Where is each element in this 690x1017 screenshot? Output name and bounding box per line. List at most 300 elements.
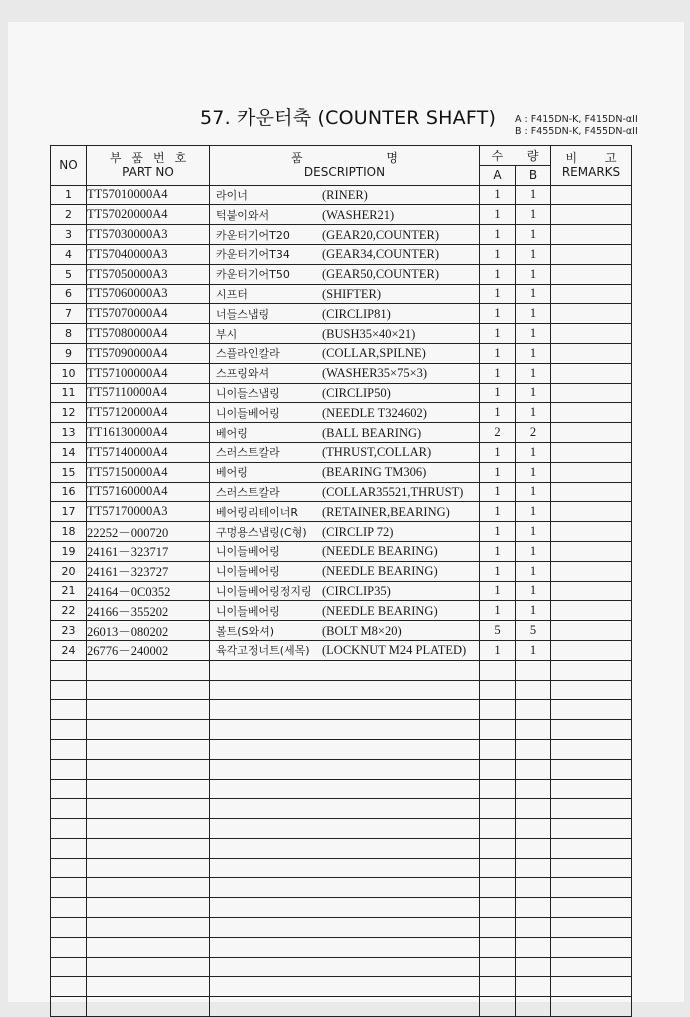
row-qty-a: 1	[480, 403, 516, 423]
parts-table	[50, 145, 632, 1017]
row-remarks	[551, 482, 632, 502]
header-desc-ko: 품 명	[291, 151, 438, 166]
row-part-no: TT57110000A4	[87, 383, 210, 403]
table-row	[51, 442, 632, 462]
empty-cell	[210, 898, 480, 918]
row-part-no: TT57120000A4	[87, 403, 210, 423]
row-qty-a: 1	[480, 601, 516, 621]
header-qty-b: B	[516, 165, 551, 185]
row-qty-b: 1	[516, 502, 551, 522]
row-desc-ko: 스러스트칼라	[216, 485, 280, 499]
empty-cell	[51, 759, 87, 779]
table-row	[51, 423, 632, 443]
empty-cell	[551, 720, 632, 740]
row-part-no: 24164－0C0352	[87, 581, 210, 601]
row-no: 20	[51, 561, 87, 581]
empty-cell	[51, 700, 87, 720]
row-part-no: TT57020000A4	[87, 205, 210, 225]
row-part-no: TT57090000A4	[87, 343, 210, 363]
empty-row	[51, 819, 632, 839]
empty-cell	[516, 660, 551, 680]
empty-cell	[87, 759, 210, 779]
empty-cell	[210, 957, 480, 977]
row-part-no: TT57140000A4	[87, 442, 210, 462]
header-quantity: 수 량	[480, 146, 551, 166]
row-desc-en: (CIRCLIP35)	[322, 583, 391, 598]
row-no: 12	[51, 403, 87, 423]
row-no: 23	[51, 621, 87, 641]
row-desc-en: (CIRCLIP 72)	[322, 524, 394, 539]
row-description	[210, 284, 480, 304]
model-a-label: A : F415DN-K, F415DN-αII	[515, 114, 638, 125]
empty-cell	[87, 819, 210, 839]
table-row	[51, 225, 632, 245]
parts-rows	[51, 185, 632, 1016]
row-description	[210, 185, 480, 205]
row-qty-b: 1	[516, 581, 551, 601]
row-description	[210, 225, 480, 245]
empty-cell	[551, 700, 632, 720]
row-description	[210, 482, 480, 502]
empty-cell	[551, 957, 632, 977]
empty-cell	[480, 878, 516, 898]
row-qty-b: 1	[516, 225, 551, 245]
empty-cell	[551, 759, 632, 779]
empty-cell	[210, 779, 480, 799]
empty-cell	[480, 799, 516, 819]
row-qty-b: 1	[516, 640, 551, 660]
header-remarks-en: REMARKS	[561, 165, 621, 180]
table-row	[51, 601, 632, 621]
row-part-no: 26776－240002	[87, 640, 210, 660]
empty-cell	[51, 858, 87, 878]
empty-cell	[87, 957, 210, 977]
row-part-no: TT57060000A3	[87, 284, 210, 304]
table-row	[51, 541, 632, 561]
row-description	[210, 205, 480, 225]
row-remarks	[551, 621, 632, 641]
row-qty-b: 1	[516, 442, 551, 462]
row-qty-b: 1	[516, 403, 551, 423]
table-row	[51, 324, 632, 344]
row-qty-a: 1	[480, 304, 516, 324]
empty-cell	[516, 898, 551, 918]
table-row	[51, 462, 632, 482]
row-qty-a: 1	[480, 363, 516, 383]
row-no: 17	[51, 502, 87, 522]
empty-cell	[87, 878, 210, 898]
empty-cell	[551, 799, 632, 819]
row-qty-b: 1	[516, 363, 551, 383]
row-no: 2	[51, 205, 87, 225]
empty-cell	[87, 680, 210, 700]
row-description	[210, 304, 480, 324]
empty-cell	[516, 977, 551, 997]
model-b-label: B : F455DN-K, F455DN-αII	[515, 126, 638, 137]
empty-row	[51, 898, 632, 918]
empty-row	[51, 739, 632, 759]
row-qty-b: 1	[516, 264, 551, 284]
empty-cell	[87, 700, 210, 720]
row-qty-a: 1	[480, 225, 516, 245]
empty-cell	[87, 918, 210, 938]
table-row	[51, 284, 632, 304]
row-description	[210, 363, 480, 383]
row-description	[210, 324, 480, 344]
table-row	[51, 621, 632, 641]
row-desc-ko: 베어링	[216, 466, 248, 480]
row-remarks	[551, 363, 632, 383]
row-no: 24	[51, 640, 87, 660]
empty-cell	[516, 878, 551, 898]
row-desc-en: (NEEDLE T324602)	[322, 405, 427, 420]
row-desc-ko: 스러스트칼라	[216, 446, 280, 460]
row-remarks	[551, 442, 632, 462]
row-no: 7	[51, 304, 87, 324]
empty-cell	[210, 660, 480, 680]
row-no: 3	[51, 225, 87, 245]
empty-cell	[87, 858, 210, 878]
row-description	[210, 502, 480, 522]
row-desc-en: (NEEDLE BEARING)	[322, 603, 438, 618]
row-description	[210, 403, 480, 423]
row-description	[210, 462, 480, 482]
row-remarks	[551, 383, 632, 403]
row-desc-ko: 베어링리테이너R	[216, 505, 299, 519]
header-description	[210, 146, 480, 186]
empty-cell	[87, 937, 210, 957]
row-remarks	[551, 324, 632, 344]
row-desc-en: (WASHER21)	[322, 207, 395, 222]
empty-cell	[210, 680, 480, 700]
row-desc-en: (BEARING TM306)	[322, 465, 427, 480]
empty-row	[51, 799, 632, 819]
row-qty-b: 1	[516, 343, 551, 363]
empty-cell	[480, 977, 516, 997]
row-remarks	[551, 462, 632, 482]
row-desc-en: (CIRCLIP81)	[322, 306, 391, 321]
empty-cell	[480, 660, 516, 680]
row-qty-a: 1	[480, 185, 516, 205]
empty-cell	[87, 660, 210, 680]
empty-cell	[51, 977, 87, 997]
row-desc-en: (COLLAR,SPILNE)	[322, 346, 426, 361]
row-no: 1	[51, 185, 87, 205]
table-row	[51, 403, 632, 423]
row-desc-ko: 육각고정너트(세목)	[216, 644, 310, 658]
empty-cell	[480, 838, 516, 858]
empty-cell	[551, 918, 632, 938]
empty-cell	[551, 819, 632, 839]
row-remarks	[551, 561, 632, 581]
empty-row	[51, 977, 632, 997]
row-desc-en: (CIRCLIP50)	[322, 385, 391, 400]
empty-cell	[210, 739, 480, 759]
empty-cell	[516, 819, 551, 839]
row-remarks	[551, 205, 632, 225]
empty-cell	[87, 779, 210, 799]
empty-cell	[51, 779, 87, 799]
empty-cell	[51, 680, 87, 700]
empty-row	[51, 660, 632, 680]
row-desc-en: (SHIFTER)	[322, 286, 382, 301]
row-description	[210, 244, 480, 264]
row-qty-b: 5	[516, 621, 551, 641]
empty-cell	[480, 957, 516, 977]
empty-cell	[51, 937, 87, 957]
empty-cell	[51, 838, 87, 858]
empty-cell	[516, 779, 551, 799]
row-remarks	[551, 343, 632, 363]
row-qty-b: 1	[516, 462, 551, 482]
empty-cell	[51, 720, 87, 740]
row-no: 15	[51, 462, 87, 482]
table-row	[51, 343, 632, 363]
empty-cell	[51, 957, 87, 977]
empty-cell	[516, 700, 551, 720]
empty-cell	[51, 878, 87, 898]
row-desc-ko: 턱붙이와서	[216, 208, 270, 222]
row-part-no: 26013－080202	[87, 621, 210, 641]
row-desc-en: (BUSH35×40×21)	[322, 326, 416, 341]
row-remarks	[551, 601, 632, 621]
empty-cell	[516, 957, 551, 977]
table-row	[51, 244, 632, 264]
row-part-no: TT57170000A3	[87, 502, 210, 522]
row-description	[210, 561, 480, 581]
table-row	[51, 383, 632, 403]
row-desc-ko: 스플라인칼라	[216, 347, 280, 361]
row-qty-b: 1	[516, 304, 551, 324]
empty-cell	[210, 759, 480, 779]
row-qty-b: 1	[516, 284, 551, 304]
row-qty-a: 1	[480, 343, 516, 363]
empty-row	[51, 937, 632, 957]
row-qty-a: 1	[480, 502, 516, 522]
empty-cell	[51, 898, 87, 918]
page-title: 57. 카운터축 (COUNTER SHAFT)	[200, 107, 497, 129]
row-desc-ko: 스프링와셔	[216, 367, 270, 381]
empty-cell	[516, 720, 551, 740]
row-desc-ko: 니이들베어링	[216, 406, 280, 420]
row-part-no: 22252－000720	[87, 522, 210, 542]
empty-cell	[210, 720, 480, 740]
row-qty-b: 1	[516, 541, 551, 561]
header-remarks	[551, 146, 632, 186]
row-description	[210, 640, 480, 660]
empty-row	[51, 858, 632, 878]
row-qty-a: 1	[480, 522, 516, 542]
row-remarks	[551, 304, 632, 324]
empty-row	[51, 720, 632, 740]
row-desc-en: (BALL BEARING)	[322, 425, 422, 440]
row-no: 18	[51, 522, 87, 542]
row-desc-ko: 볼트(S와셔)	[216, 624, 275, 638]
row-desc-en: (RINER)	[322, 187, 368, 202]
empty-row	[51, 700, 632, 720]
row-no: 8	[51, 324, 87, 344]
row-qty-b: 1	[516, 185, 551, 205]
row-part-no: 24161－323717	[87, 541, 210, 561]
header-desc-en: DESCRIPTION	[303, 165, 386, 180]
table-row	[51, 363, 632, 383]
table-row	[51, 561, 632, 581]
empty-cell	[210, 977, 480, 997]
row-no: 6	[51, 284, 87, 304]
header-part-no	[87, 146, 210, 186]
empty-cell	[87, 977, 210, 997]
row-desc-en: (NEEDLE BEARING)	[322, 544, 438, 559]
row-part-no: 24166－355202	[87, 601, 210, 621]
row-desc-en: (NEEDLE BEARING)	[322, 564, 438, 579]
row-desc-ko: 니이들베어링정지링	[216, 584, 312, 598]
row-desc-ko: 니이들스냅링	[216, 386, 280, 400]
empty-cell	[480, 819, 516, 839]
row-no: 4	[51, 244, 87, 264]
empty-row	[51, 878, 632, 898]
row-description	[210, 601, 480, 621]
row-no: 10	[51, 363, 87, 383]
row-no: 5	[51, 264, 87, 284]
row-part-no: TT57100000A4	[87, 363, 210, 383]
empty-cell	[551, 680, 632, 700]
row-description	[210, 423, 480, 443]
row-qty-a: 1	[480, 383, 516, 403]
empty-cell	[210, 937, 480, 957]
row-desc-en: (THRUST,COLLAR)	[322, 445, 432, 460]
empty-row	[51, 957, 632, 977]
empty-cell	[516, 918, 551, 938]
row-qty-b: 1	[516, 561, 551, 581]
row-qty-a: 1	[480, 284, 516, 304]
empty-cell	[516, 858, 551, 878]
row-part-no: TT57070000A4	[87, 304, 210, 324]
empty-cell	[51, 660, 87, 680]
empty-row	[51, 779, 632, 799]
row-no: 13	[51, 423, 87, 443]
empty-cell	[516, 739, 551, 759]
empty-cell	[480, 937, 516, 957]
row-description	[210, 581, 480, 601]
row-qty-a: 1	[480, 442, 516, 462]
row-remarks	[551, 522, 632, 542]
row-qty-a: 2	[480, 423, 516, 443]
row-qty-a: 1	[480, 482, 516, 502]
row-part-no: TT57030000A3	[87, 225, 210, 245]
empty-cell	[516, 799, 551, 819]
empty-row	[51, 759, 632, 779]
row-desc-en: (RETAINER,BEARING)	[322, 504, 450, 519]
row-description	[210, 522, 480, 542]
header-remarks-ko: 비 고	[565, 151, 629, 166]
row-remarks	[551, 423, 632, 443]
row-remarks	[551, 264, 632, 284]
row-qty-a: 5	[480, 621, 516, 641]
row-desc-ko: 카운터기어T50	[216, 268, 290, 282]
empty-cell	[516, 680, 551, 700]
row-desc-ko: 부시	[216, 327, 238, 341]
row-part-no: 24161－323727	[87, 561, 210, 581]
empty-cell	[210, 838, 480, 858]
row-qty-b: 1	[516, 205, 551, 225]
row-part-no: TT57050000A3	[87, 264, 210, 284]
row-remarks	[551, 244, 632, 264]
row-qty-b: 1	[516, 383, 551, 403]
empty-cell	[480, 739, 516, 759]
row-no: 14	[51, 442, 87, 462]
empty-cell	[551, 977, 632, 997]
empty-cell	[551, 878, 632, 898]
empty-cell	[480, 858, 516, 878]
row-description	[210, 343, 480, 363]
row-part-no: TT57010000A4	[87, 185, 210, 205]
row-part-no: TT57160000A4	[87, 482, 210, 502]
empty-cell	[87, 739, 210, 759]
row-desc-ko: 시프터	[216, 287, 248, 301]
row-desc-ko: 구멍용스냅링(C형)	[216, 525, 307, 539]
row-description	[210, 383, 480, 403]
row-remarks	[551, 640, 632, 660]
row-desc-ko: 니이들베어링	[216, 545, 280, 559]
empty-cell	[210, 819, 480, 839]
empty-cell	[51, 739, 87, 759]
row-desc-en: (COLLAR35521,THRUST)	[322, 484, 464, 499]
row-desc-en: (BOLT M8×20)	[322, 623, 402, 638]
row-desc-en: (GEAR20,COUNTER)	[322, 227, 440, 242]
row-no: 16	[51, 482, 87, 502]
empty-cell	[87, 720, 210, 740]
empty-cell	[480, 680, 516, 700]
empty-cell	[480, 918, 516, 938]
row-desc-ko: 카운터기어T34	[216, 248, 290, 262]
empty-row	[51, 838, 632, 858]
empty-cell	[480, 700, 516, 720]
model-legend	[515, 114, 638, 138]
row-desc-ko: 라이너	[216, 188, 248, 202]
header-no: NO	[51, 146, 87, 186]
row-qty-a: 1	[480, 640, 516, 660]
header-part-ko: 부품번호	[109, 151, 197, 166]
empty-cell	[210, 799, 480, 819]
table-row	[51, 581, 632, 601]
row-part-no: TT57040000A3	[87, 244, 210, 264]
empty-cell	[551, 937, 632, 957]
table-row	[51, 522, 632, 542]
row-qty-a: 1	[480, 324, 516, 344]
empty-cell	[210, 858, 480, 878]
empty-cell	[551, 858, 632, 878]
table-row	[51, 185, 632, 205]
row-desc-ko: 너들스냅링	[216, 307, 270, 321]
row-no: 9	[51, 343, 87, 363]
row-qty-b: 1	[516, 482, 551, 502]
empty-cell	[210, 878, 480, 898]
empty-cell	[87, 799, 210, 819]
row-qty-a: 1	[480, 244, 516, 264]
table-row	[51, 502, 632, 522]
empty-cell	[516, 759, 551, 779]
empty-cell	[551, 660, 632, 680]
empty-cell	[551, 838, 632, 858]
row-remarks	[551, 403, 632, 423]
empty-cell	[551, 739, 632, 759]
row-part-no: TT57150000A4	[87, 462, 210, 482]
header-qty-a: A	[480, 165, 516, 185]
row-qty-b: 1	[516, 324, 551, 344]
empty-cell	[51, 819, 87, 839]
row-remarks	[551, 185, 632, 205]
row-desc-en: (GEAR34,COUNTER)	[322, 247, 440, 262]
